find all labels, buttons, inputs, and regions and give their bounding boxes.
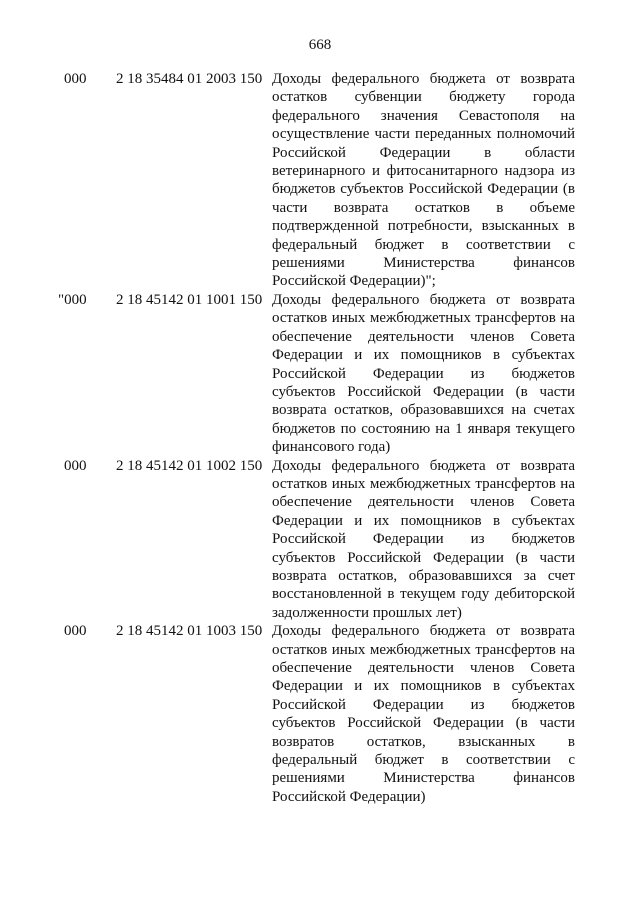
administrator-code: 000 (64, 623, 87, 640)
description-line: части возврата остатков в объеме (272, 199, 575, 216)
budget-classification-code: 2 18 45142 01 1003 150 (116, 623, 263, 640)
description-line: возвратов остатков, взысканных в (272, 733, 575, 750)
budget-entry (0, 622, 640, 806)
income-description (272, 457, 575, 623)
description-line: восстановленной в текущем году дебиторской (272, 586, 575, 603)
income-description (272, 622, 575, 806)
description-line: остатков иных межбюджетных трансфертов на (272, 641, 575, 658)
page-number: 668 (308, 37, 332, 53)
description-line: осуществление части переданных полномочий (272, 126, 575, 143)
description-line: Доходы федерального бюджета от возврата (272, 457, 575, 474)
description-line: обеспечение деятельности членов Совета (272, 660, 575, 676)
budget-classification-code: 2 18 45142 01 1002 150 (116, 457, 263, 474)
description-line: Российской Федерации в области (272, 144, 575, 161)
income-description (272, 70, 575, 291)
description-line: подтвержденной потребности, взысканных в (272, 218, 575, 235)
description-line: субъектов Российской Федерации (в части (272, 549, 575, 566)
description-line: Российской Федерации)"; (272, 273, 436, 290)
administrator-code: 000 (64, 457, 87, 474)
description-line: Российской Федерации) (272, 788, 426, 805)
budget-code-list (0, 70, 640, 806)
description-line: субъектов Российской Федерации (в части (272, 715, 575, 732)
description-line: ветеринарного и фитосанитарного надзора из (272, 163, 575, 180)
budget-entry (0, 291, 640, 457)
description-line: остатков субвенции бюджету города (272, 89, 575, 106)
description-line: Федерации и их помощников в субъектах (272, 678, 575, 695)
income-description (272, 291, 575, 457)
description-line: федерального значения Севастополя на (272, 107, 575, 124)
budget-entry (0, 457, 640, 623)
description-line: финансового года) (272, 439, 391, 456)
description-line: остатков иных межбюджетных трансфертов на (272, 310, 575, 327)
administrator-code: 000 (64, 71, 87, 87)
description-line: решениями Министерства финансов (272, 770, 575, 787)
description-line: Федерации и их помощников в субъектах (272, 347, 575, 364)
description-line: Доходы федерального бюджета от возврата (272, 291, 575, 308)
description-line: Доходы федерального бюджета от возврата (272, 623, 575, 640)
description-line: возврата остатков, образовавшихся на счетах (272, 402, 575, 419)
description-line: обеспечение деятельности членов Совета (272, 328, 575, 345)
description-line: обеспечение деятельности членов Совета (272, 494, 575, 511)
description-line: Российской Федерации из бюджетов (272, 365, 575, 382)
administrator-code: "000 (58, 291, 87, 308)
description-line: решениями Министерства финансов (272, 255, 575, 272)
description-line: субъектов Российской Федерации (в части (272, 383, 575, 400)
description-line: федеральный бюджет в соответствии с (272, 236, 575, 253)
budget-classification-code: 2 18 45142 01 1001 150 (116, 291, 263, 308)
description-line: остатков иных межбюджетных трансфертов на (272, 475, 575, 492)
budget-classification-code: 2 18 35484 01 2003 150 (116, 71, 263, 87)
description-line: возврата остатков, образовавшихся за счет (272, 567, 575, 584)
budget-entry (0, 70, 640, 291)
description-line: Федерации и их помощников в субъектах (272, 512, 575, 529)
description-line: бюджетов субъектов Российской Федерации (в (272, 181, 575, 198)
description-line: задолженности прошлых лет) (272, 604, 462, 621)
description-line: Российской Федерации из бюджетов (272, 531, 575, 548)
description-line: Доходы федерального бюджета от возврата (272, 71, 575, 87)
description-line: бюджетов по состоянию на 1 января текущего (272, 420, 575, 437)
description-line: Российской Федерации из бюджетов (272, 696, 575, 713)
description-line: федеральный бюджет в соответствии с (272, 752, 575, 769)
